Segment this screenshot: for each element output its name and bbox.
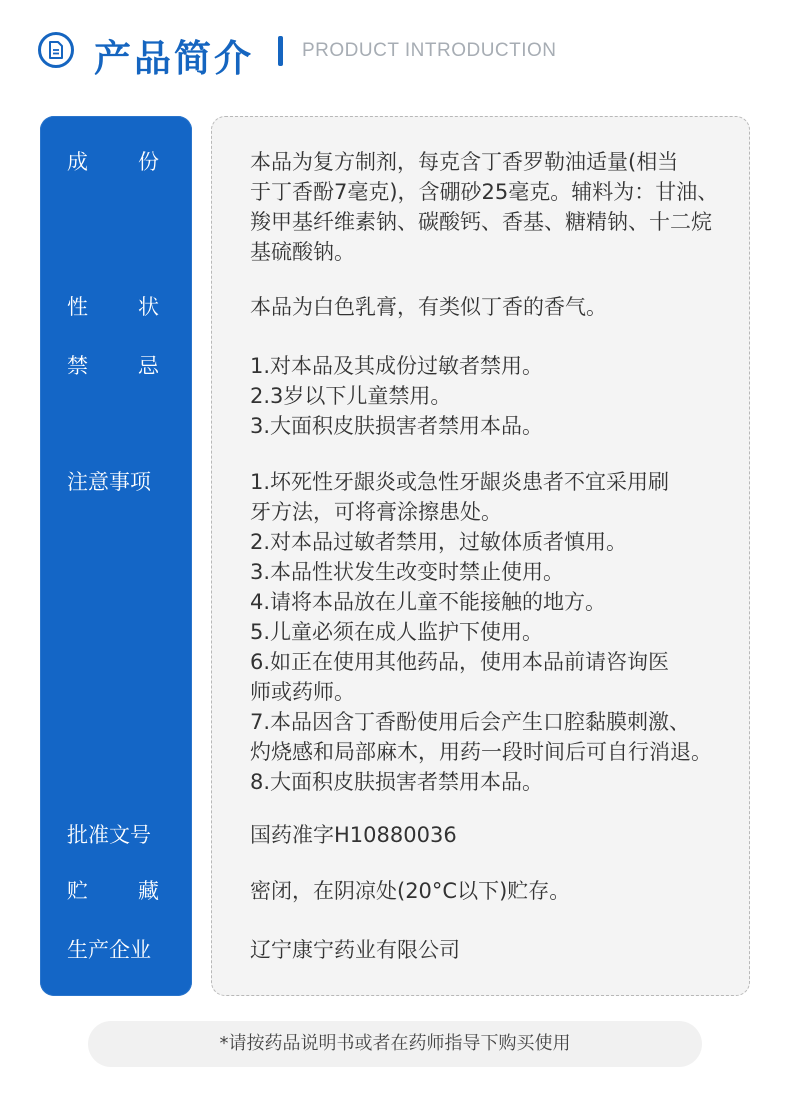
section-label: 注意事项	[67, 470, 151, 494]
content-line: 密闭，在阴凉处(20°C以下)贮存。	[250, 879, 571, 903]
content-line: 1.坏死性牙龈炎或急性牙龈炎患者不宜采用刷	[250, 470, 670, 494]
content-line: 辽宁康宁药业有限公司	[250, 938, 460, 962]
content-line: 牙方法，可将膏涂擦患处。	[250, 500, 502, 524]
section-label: 性 状	[67, 295, 159, 319]
content-line: 灼烧感和局部麻木，用药一段时间后可自行消退。	[250, 740, 712, 764]
section-header	[38, 30, 758, 80]
section-content	[250, 351, 720, 441]
content-line: 本品为白色乳膏，有类似丁香的香气。	[250, 295, 607, 319]
content-line: 3.大面积皮肤损害者禁用本品。	[250, 414, 544, 438]
section-label: 成 份	[67, 150, 159, 174]
section-content	[250, 292, 720, 322]
footer-note: *请按药品说明书或者在药师指导下购买使用	[88, 1021, 702, 1067]
content-line: 2.对本品过敏者禁用，过敏体质者慎用。	[250, 530, 628, 554]
content-line: 5.儿童必须在成人监护下使用。	[250, 620, 544, 644]
section-content	[250, 820, 720, 850]
content-line: 羧甲基纤维素钠、碳酸钙、香基、糖精钠、十二烷	[250, 210, 712, 234]
page-subtitle: PRODUCT INTRODUCTION	[302, 40, 557, 61]
section-label: 禁 忌	[67, 354, 159, 378]
content-line: 本品为复方制剂，每克含丁香罗勒油适量(相当	[250, 150, 679, 174]
section-content	[250, 467, 720, 797]
content-line: 国药准字H10880036	[250, 823, 457, 847]
content-line: 1.对本品及其成份过敏者禁用。	[250, 354, 544, 378]
content-line: 2.3岁以下儿童禁用。	[250, 384, 452, 408]
content-line: 于丁香酚7毫克)，含硼砂25毫克。辅料为：甘油、	[250, 180, 719, 204]
content-line: 4.请将本品放在儿童不能接触的地方。	[250, 590, 607, 614]
page-title: 产品简介	[94, 37, 254, 80]
section-content	[250, 876, 720, 906]
content-line: 3.本品性状发生改变时禁止使用。	[250, 560, 565, 584]
section-content	[250, 147, 720, 267]
title-divider	[278, 36, 283, 66]
section-label: 贮 藏	[67, 879, 159, 903]
content-line: 8.大面积皮肤损害者禁用本品。	[250, 770, 544, 794]
section-content	[250, 935, 720, 965]
section-label: 批准文号	[67, 823, 151, 847]
content-line: 6.如正在使用其他药品，使用本品前请咨询医	[250, 650, 670, 674]
content-line: 基硫酸钠。	[250, 240, 355, 264]
content-line: 师或药师。	[250, 680, 355, 704]
document-icon	[38, 32, 74, 68]
section-label: 生产企业	[67, 938, 151, 962]
content-line: 7.本品因含丁香酚使用后会产生口腔黏膜刺激、	[250, 710, 691, 734]
label-column	[40, 116, 192, 996]
